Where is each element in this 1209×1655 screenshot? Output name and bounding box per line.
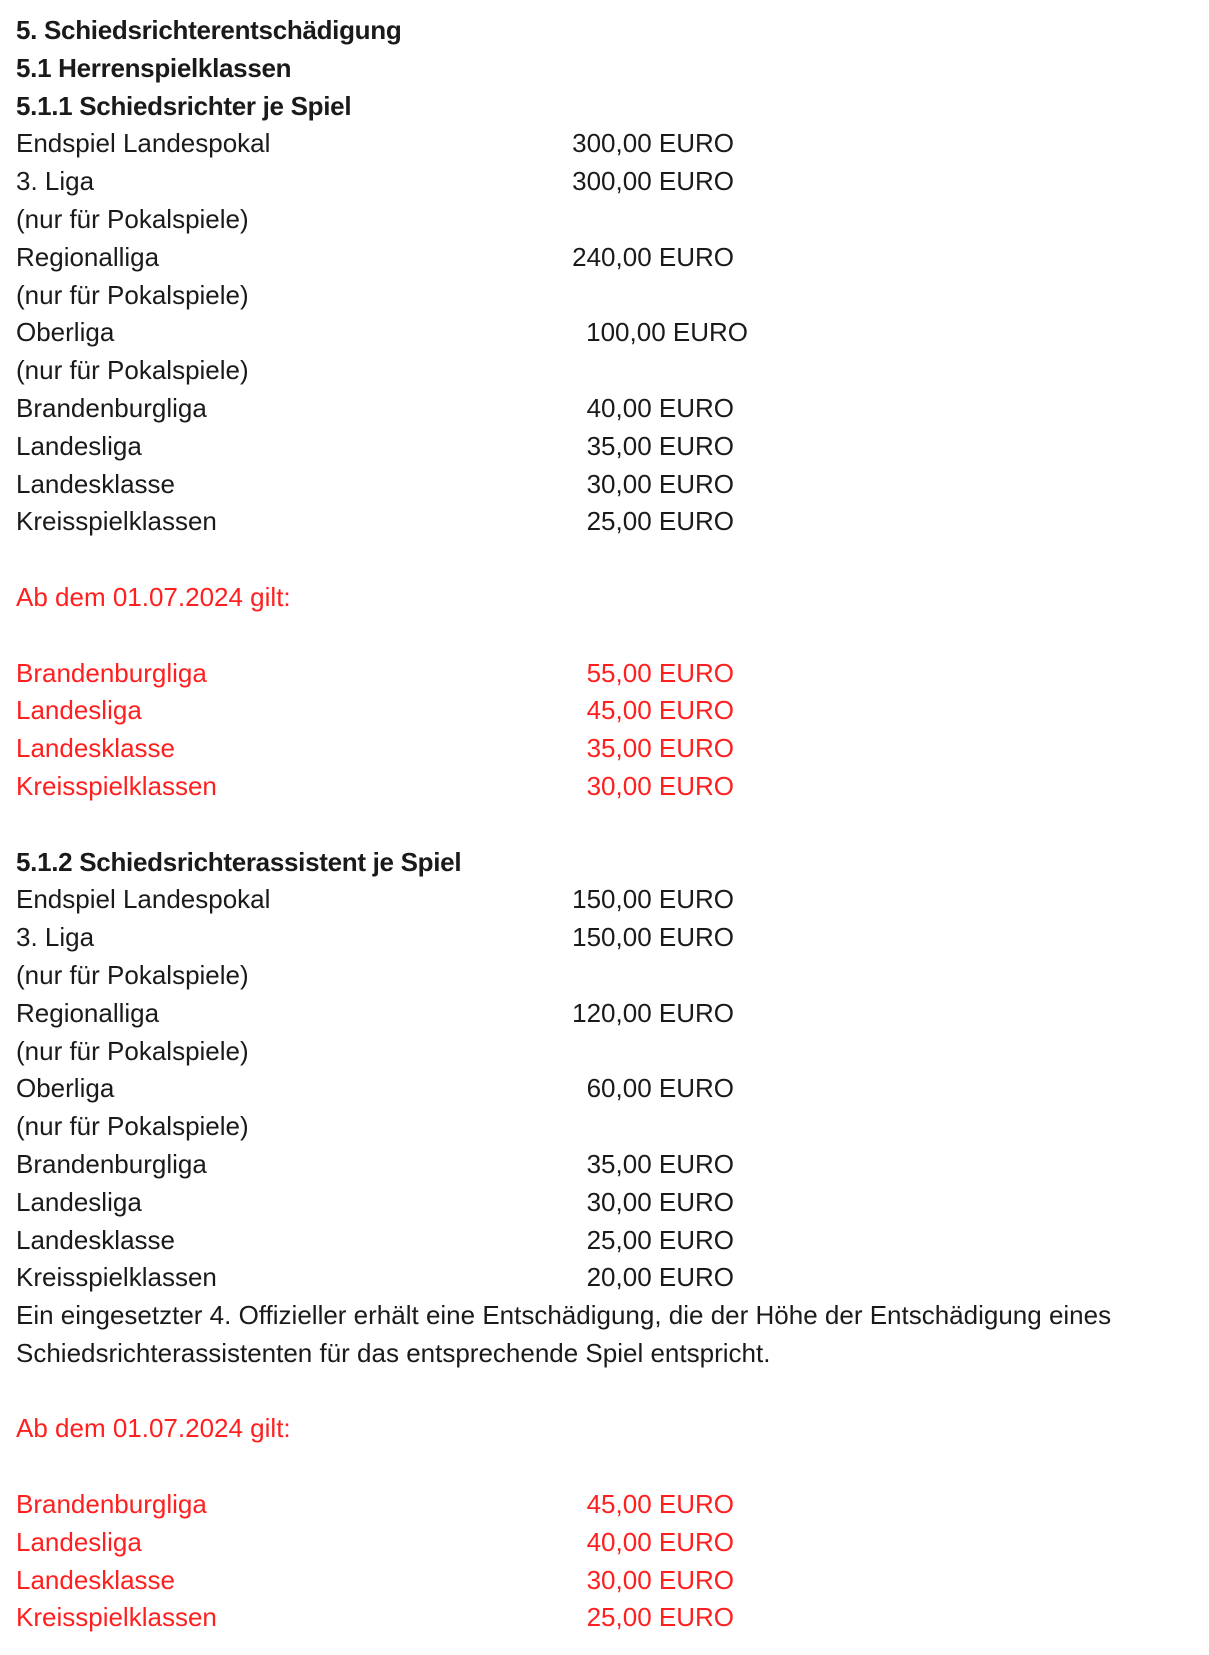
- rate-amount: 25,00 EURO: [586, 1224, 734, 1255]
- league-label: Regionalliga: [16, 997, 160, 1028]
- rate-amount: 40,00 EURO: [586, 1526, 734, 1557]
- rate-amount: 35,00 EURO: [586, 1148, 734, 1179]
- league-note: (nur für Pokalspiele): [16, 279, 249, 310]
- rate-amount: 30,00 EURO: [586, 1564, 734, 1595]
- fourth-official-note: Ein eingesetzter 4. Offizieller erhält eine Entschädigung, die der Höhe der Entschädigung eines Schiedsrichterassistenten für das entsprechende Spiel entspricht.: [16, 1300, 1112, 1368]
- league-label: Landesliga: [16, 1186, 142, 1217]
- league-label: Kreisspielklassen: [16, 1262, 217, 1293]
- assistant-rate-row: [16, 1033, 1209, 1071]
- spacer: [16, 617, 1209, 655]
- rate-amount: 45,00 EURO: [586, 695, 734, 726]
- league-label: 3. Liga: [16, 922, 95, 953]
- assistant-rate-list: [16, 881, 1209, 1297]
- league-note: (nur für Pokalspiele): [16, 203, 249, 234]
- league-note: (nur für Pokalspiele): [16, 355, 249, 386]
- referee-rate-row: [16, 390, 1209, 428]
- referee-new-rate-row: [16, 692, 1209, 730]
- league-label: Brandenburgliga: [16, 1148, 207, 1179]
- assistant-rate-row: [16, 1108, 1209, 1146]
- referee-rate-row: [16, 428, 1209, 466]
- rate-amount: 60,00 EURO: [586, 1073, 734, 1104]
- rate-amount: 30,00 EURO: [586, 468, 734, 499]
- assistant-rate-row: [16, 1070, 1209, 1108]
- rate-amount: 45,00 EURO: [586, 1489, 734, 1520]
- assistant-new-rate-row: [16, 1486, 1209, 1524]
- league-label: Brandenburgliga: [16, 657, 207, 688]
- referee-rate-row: [16, 163, 1209, 201]
- rate-amount: 25,00 EURO: [586, 506, 734, 537]
- league-label: Kreisspielklassen: [16, 1602, 217, 1633]
- league-label: Regionalliga: [16, 241, 160, 272]
- rate-amount: 150,00 EURO: [572, 922, 734, 953]
- referee-rate-row: [16, 314, 1209, 352]
- rate-amount: 55,00 EURO: [586, 657, 734, 688]
- rate-amount: 25,00 EURO: [586, 1602, 734, 1633]
- assistant-rate-row: [16, 1259, 1209, 1297]
- rate-amount: 150,00 EURO: [572, 884, 734, 915]
- assistant-rate-row: [16, 957, 1209, 995]
- league-label: Kreisspielklassen: [16, 770, 217, 801]
- league-note: (nur für Pokalspiele): [16, 1111, 249, 1142]
- assistant-new-rate-row: [16, 1524, 1209, 1562]
- league-label: Landesliga: [16, 430, 142, 461]
- assistant-rate-row: [16, 881, 1209, 919]
- referee-rate-row: [16, 239, 1209, 277]
- league-label: Landesklasse: [16, 1564, 175, 1595]
- rate-amount: 35,00 EURO: [586, 733, 734, 764]
- assistant-rate-row: [16, 1146, 1209, 1184]
- referee-rate-list: [16, 125, 1209, 541]
- referee-heading: 5.1.1 Schiedsrichter je Spiel: [16, 90, 352, 121]
- league-label: Kreisspielklassen: [16, 506, 217, 537]
- referee-rate-row: [16, 125, 1209, 163]
- assistant-rate-row: [16, 919, 1209, 957]
- referee-new-rate-list: [16, 655, 1209, 806]
- referee-rate-row: [16, 277, 1209, 315]
- league-label: Oberliga: [16, 317, 115, 348]
- referee-new-rate-row: [16, 730, 1209, 768]
- referee-rate-row: [16, 201, 1209, 239]
- league-label: Brandenburgliga: [16, 1489, 207, 1520]
- referee-rate-row: [16, 503, 1209, 541]
- assistant-rate-row: [16, 995, 1209, 1033]
- rate-amount: 100,00 EURO: [586, 317, 748, 348]
- section-title: 5. Schiedsrichterentschädigung: [16, 15, 402, 45]
- league-note: (nur für Pokalspiele): [16, 1035, 249, 1066]
- league-label: Brandenburgliga: [16, 392, 207, 423]
- rate-amount: 40,00 EURO: [586, 392, 734, 423]
- spacer: [16, 1373, 1209, 1411]
- subsection-title: 5.1 Herrenspielklassen: [16, 52, 292, 83]
- assistant-new-rate-row: [16, 1599, 1209, 1637]
- referee-rate-row: [16, 352, 1209, 390]
- assistant-rate-row: [16, 1222, 1209, 1260]
- referee-new-rates-label: Ab dem 01.07.2024 gilt:: [16, 581, 291, 612]
- assistant-heading: 5.1.2 Schiedsrichterassistent je Spiel: [16, 846, 462, 877]
- rate-amount: 30,00 EURO: [586, 1186, 734, 1217]
- spacer: [16, 1448, 1209, 1486]
- league-label: Endspiel Landespokal: [16, 128, 271, 159]
- league-label: Landesklasse: [16, 468, 175, 499]
- assistant-rate-row: [16, 1184, 1209, 1222]
- rate-amount: 240,00 EURO: [572, 241, 734, 272]
- spacer: [16, 541, 1209, 579]
- league-label: Endspiel Landespokal: [16, 884, 271, 915]
- league-label: Oberliga: [16, 1073, 115, 1104]
- rate-amount: 120,00 EURO: [572, 997, 734, 1028]
- rate-amount: 35,00 EURO: [586, 430, 734, 461]
- rate-amount: 300,00 EURO: [572, 166, 734, 197]
- referee-rate-row: [16, 466, 1209, 504]
- league-label: 3. Liga: [16, 166, 95, 197]
- assistant-new-rate-row: [16, 1562, 1209, 1600]
- assistant-new-rates-label: Ab dem 01.07.2024 gilt:: [16, 1413, 291, 1444]
- spacer: [16, 806, 1209, 844]
- league-label: Landesklasse: [16, 1224, 175, 1255]
- rate-amount: 300,00 EURO: [572, 128, 734, 159]
- rate-amount: 30,00 EURO: [586, 770, 734, 801]
- referee-new-rate-row: [16, 655, 1209, 693]
- assistant-new-rate-list: [16, 1486, 1209, 1637]
- league-label: Landesliga: [16, 695, 142, 726]
- league-label: Landesklasse: [16, 733, 175, 764]
- league-note: (nur für Pokalspiele): [16, 959, 249, 990]
- league-label: Landesliga: [16, 1526, 142, 1557]
- rate-amount: 20,00 EURO: [586, 1262, 734, 1293]
- referee-new-rate-row: [16, 768, 1209, 806]
